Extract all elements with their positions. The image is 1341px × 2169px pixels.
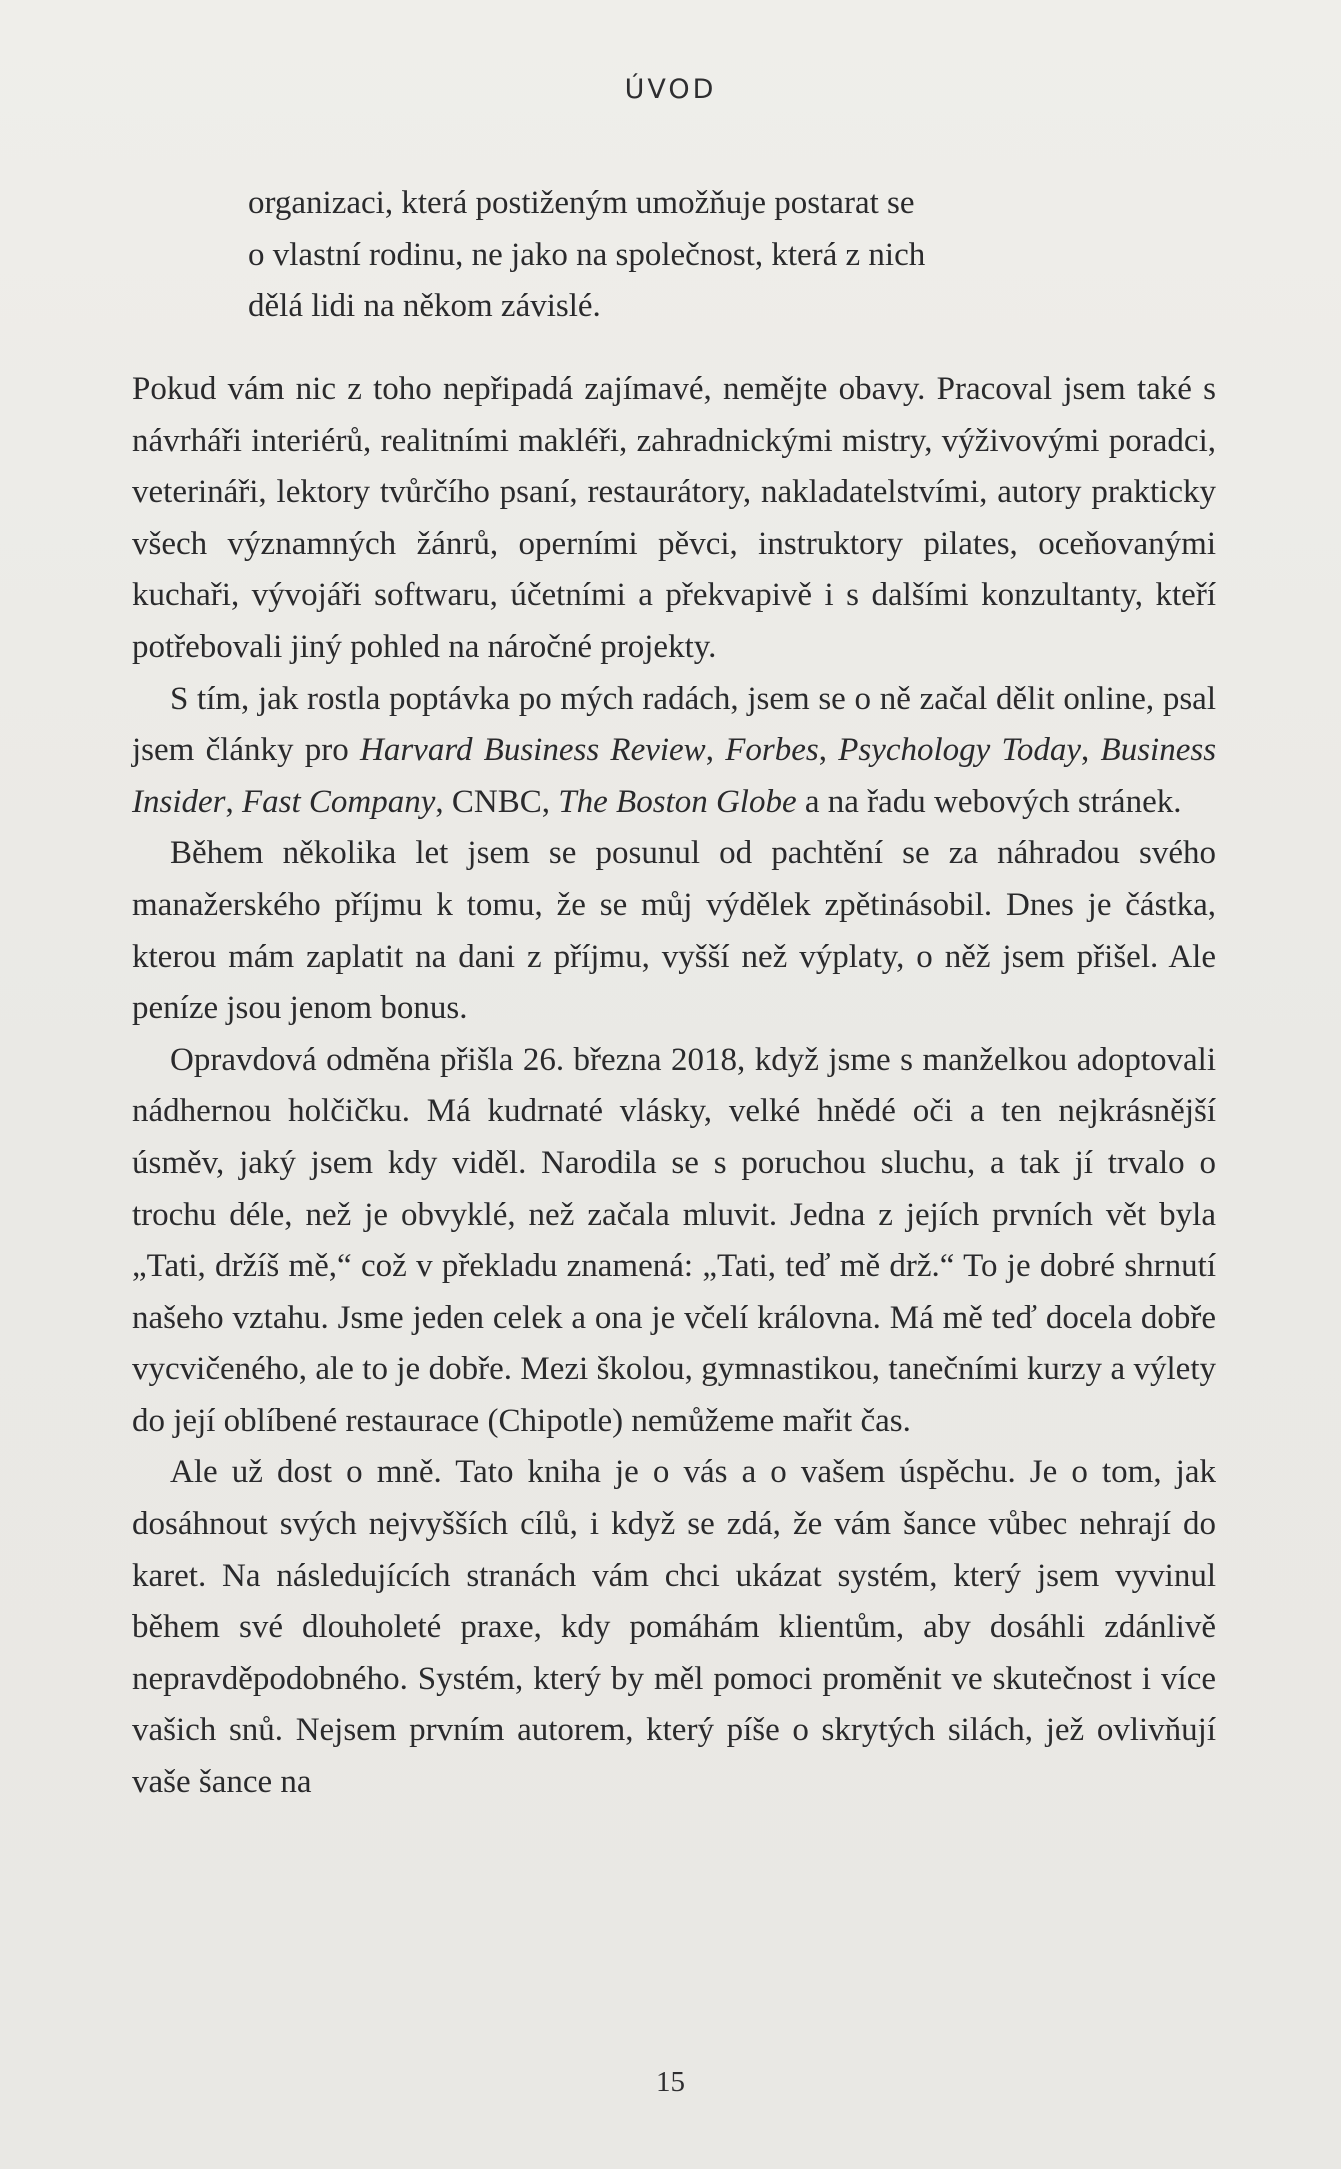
paragraph-1: Pokud vám nic z toho nepřipadá zajímavé, nemějte obavy. Pracoval jsem také s návrháři interiérů, realitními makléři, zahradnickými mistry, výživovými poradci, veterináři, lektory tvůrčího psaní, restaurátory, nakladatelstvími, autory prakticky všech významných žánrů, operními pěvci, instruktory pilates, oceňovanými kuchaři, vývojáři softwaru, účetními a překvapivě i s dalšími konzultanty, kteří potřebovali jiný pohled na náročné projekty.: [132, 371, 1216, 665]
indented-passage: [248, 178, 1128, 333]
paragraph-2: [132, 674, 1216, 829]
paragraph-2-text: S tím, jak rostla poptávka po mých radách, jsem se o ně začal dělit online, psal jsem články pro: [132, 680, 1216, 769]
paragraph-5: Ale už dost o mně. Tato kniha je o vás a o vašem úspěchu. Je o tom, jak dosáhnout svých nejvyšších cílů, i když se zdá, že vám šance vůbec nehrají do karet. Na následujících stranách vám chci ukázat systém, který jsem vyvinul během své dlouholeté praxe, kdy pomáhám klientům, aby dosáhli zdánlivě nepravděpodobného. Systém, který by měl pomoci proměnit ve skutečnost i více vašich snů. Nejsem prvním autorem, který píše o skrytých silách, jež ovlivňují vaše šance na: [132, 1454, 1216, 1801]
publication-title: Psychology Today: [838, 732, 1082, 769]
separator: ,: [225, 783, 242, 820]
paragraph-3: Během několika let jsem se posunul od pachtění se za náhradou svého manažerského příjmu k tomu, že se můj výdělek zpětinásobil. Dnes je částka, kterou mám zaplatit na dani z příjmu, vyšší než výplaty, o něž jsem přišel. Ale peníze jsou jenom bonus.: [132, 835, 1216, 1027]
running-header: ÚVOD: [624, 74, 717, 105]
page-number: 15: [656, 2066, 685, 2098]
publication-title: Harvard Business Review: [360, 732, 706, 769]
separator: ,: [818, 732, 839, 769]
separator: ,: [1081, 732, 1101, 769]
quote-line: dělá lidi na někom závislé.: [248, 288, 601, 324]
separator: , CNBC,: [435, 783, 559, 820]
publication-title: The Boston Globe: [558, 783, 797, 820]
paragraph-2-text: a na řadu webových stránek.: [796, 783, 1182, 820]
separator: ,: [705, 732, 726, 769]
paragraph-4: Opravdová odměna přišla 26. března 2018, když jsme s manželkou adoptovali nádhernou holčičku. Má kudrnaté vlásky, velké hnědé oči a ten nejkrásnější úsměv, jaký jsem kdy viděl. Narodila se s poruchou sluchu, a tak jí trvalo o trochu déle, než je obvyklé, než začala mluvit. Jedna z jejích prvních vět byla „Tati, držíš mě,“ což v překladu znamená: „Tati, teď mě drž.“ To je dobré shrnutí našeho vztahu. Jsme jeden celek a ona je včelí královna. Má mě teď docela dobře vycvičeného, ale to je dobře. Mezi školou, gymnastikou, tanečními kurzy a výlety do její oblíbené restaurace (Chipotle) nemůžeme mařit čas.: [132, 1041, 1216, 1439]
publication-title: Forbes: [725, 732, 819, 769]
quote-line: o vlastní rodinu, ne jako na společnost, která z nich: [248, 236, 926, 273]
body-text: [132, 364, 1216, 1809]
publication-title: Fast Company: [242, 783, 436, 820]
publication-title: Business Insider: [132, 732, 1217, 820]
quote-line: organizaci, která postiženým umožňuje postarat se: [248, 185, 915, 221]
